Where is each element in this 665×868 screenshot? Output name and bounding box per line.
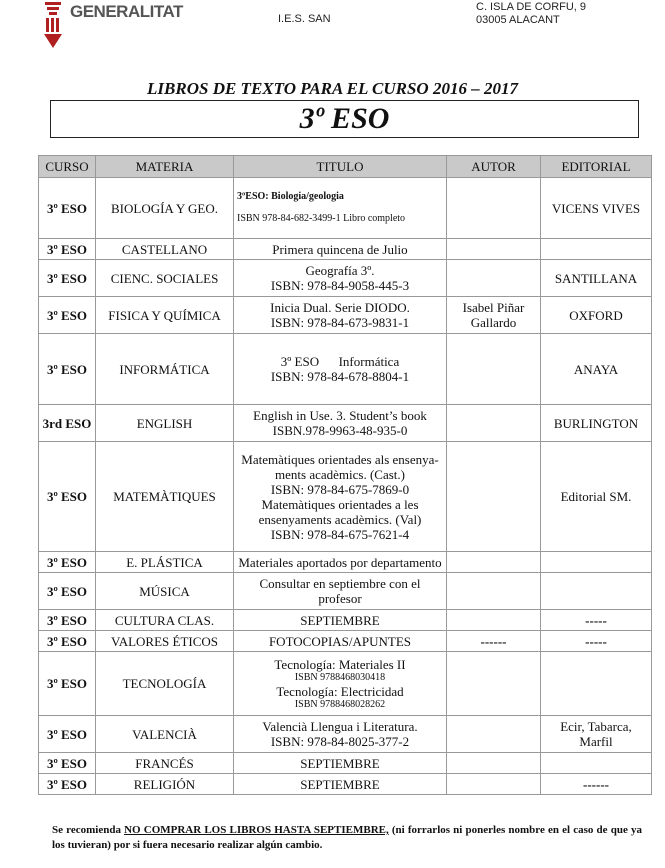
col-header-materia: MATERIA <box>96 156 234 178</box>
cell-autor <box>447 573 541 610</box>
cell-editorial: OXFORD <box>541 297 652 334</box>
cell-curso: 3º ESO <box>39 774 96 795</box>
table-row <box>39 631 652 652</box>
address-line-2: 03005 ALACANT <box>476 14 560 25</box>
titulo-line: Inicia Dual. Serie DIODO. <box>270 300 410 315</box>
cell-curso: 3º ESO <box>39 442 96 552</box>
cell-materia: RELIGIÓN <box>96 774 234 795</box>
cell-curso: 3º ESO <box>39 631 96 652</box>
titulo-line: ISBN: 978-84-675-7621-4 <box>270 526 410 542</box>
cell-editorial: SANTILLANA <box>541 260 652 297</box>
cell-editorial <box>541 239 652 260</box>
cell-titulo <box>234 716 447 753</box>
generalitat-logo-icon <box>42 0 64 50</box>
cell-autor <box>447 552 541 573</box>
titulo-line: ISBN: 978-84-8025-377-2 <box>270 734 410 749</box>
page-title: LIBROS DE TEXTO PARA EL CURSO 2016 – 2017 <box>147 79 518 98</box>
cell-curso: 3º ESO <box>39 716 96 753</box>
cell-curso: 3º ESO <box>39 297 96 334</box>
table-row <box>39 260 652 297</box>
titulo-line: ISBN: 978-84-675-7869-0 <box>270 481 410 497</box>
cell-materia: MÚSICA <box>96 573 234 610</box>
cell-materia: INFORMÁTICA <box>96 334 234 405</box>
cell-materia: CASTELLANO <box>96 239 234 260</box>
cell-titulo <box>234 178 447 239</box>
cell-editorial: BURLINGTON <box>541 405 652 442</box>
cell-autor <box>447 753 541 774</box>
cell-titulo: SEPTIEMBRE <box>234 610 447 631</box>
page-header <box>0 0 665 60</box>
autor-line: Gallardo <box>470 315 517 330</box>
cell-titulo <box>234 442 447 552</box>
editorial-line: Marfil <box>579 734 613 749</box>
titulo-line: ISBN: 978-84-9058-445-3 <box>270 278 410 293</box>
cell-materia: VALENCIÀ <box>96 716 234 753</box>
cell-curso: 3rd ESO <box>39 405 96 442</box>
table-row <box>39 405 652 442</box>
cell-titulo: Materiales aportados por departamento <box>234 552 447 573</box>
cell-materia: MATEMÀTIQUES <box>96 442 234 552</box>
table-row <box>39 774 652 795</box>
footer-emphasis: NO COMPRAR LOS LIBROS HASTA SEPTIEMBRE, <box>124 824 389 836</box>
cell-editorial <box>541 652 652 716</box>
cell-editorial: ----- <box>541 631 652 652</box>
titulo-line: ISBN: 978-84-678-8804-1 <box>270 369 410 384</box>
cell-materia: VALORES ÉTICOS <box>96 631 234 652</box>
titulo-line: Valencià Llengua i Literatura. <box>262 719 418 734</box>
cell-materia: FISICA Y QUÍMICA <box>96 297 234 334</box>
cell-autor <box>447 442 541 552</box>
table-row <box>39 442 652 552</box>
col-header-titulo: TITULO <box>234 156 447 178</box>
cell-materia: CIENC. SOCIALES <box>96 260 234 297</box>
address-line-1: C. ISLA DE CORFU, 9 <box>476 1 587 13</box>
cell-titulo: SEPTIEMBRE <box>234 753 447 774</box>
titulo-line: 3ºESO: Biologia/geologia <box>237 191 344 202</box>
cell-editorial <box>541 573 652 610</box>
cell-materia: ENGLISH <box>96 405 234 442</box>
cell-titulo: Primera quincena de Julio <box>234 239 447 260</box>
cell-curso: 3º ESO <box>39 334 96 405</box>
school-name: I.E.S. SAN <box>278 13 331 25</box>
cell-curso: 3º ESO <box>39 178 96 239</box>
titulo-line: Matemàtiques orientades als ensenya- <box>241 451 439 467</box>
titulo-line: 3º ESO Informática <box>280 354 400 369</box>
titulo-line: Consultar en septiembre con el <box>259 576 421 591</box>
cell-curso: 3º ESO <box>39 573 96 610</box>
table-row <box>39 652 652 716</box>
cell-autor <box>447 774 541 795</box>
footer-note <box>52 823 642 853</box>
cell-autor <box>447 610 541 631</box>
cell-autor <box>447 652 541 716</box>
cell-titulo <box>234 573 447 610</box>
titulo-line: ensenyaments acadèmics. (Val) <box>258 511 422 527</box>
titulo-line: English in Use. 3. Student’s book <box>253 408 427 423</box>
footer-post: (ni forrarlos ni ponerles nombre en el caso de que ya los tuvieran) por si fuera necesario realizar algún cambio. <box>52 824 642 851</box>
table-row <box>39 334 652 405</box>
titulo-line: ments acadèmics. (Cast.) <box>275 466 405 482</box>
cell-curso: 3º ESO <box>39 753 96 774</box>
cell-curso: 3º ESO <box>39 552 96 573</box>
cell-editorial: VICENS VIVES <box>541 178 652 239</box>
cell-autor <box>447 239 541 260</box>
cell-curso: 3º ESO <box>39 260 96 297</box>
cell-materia: CULTURA CLAS. <box>96 610 234 631</box>
cell-titulo <box>234 652 447 716</box>
logo-text: GENERALITAT <box>70 2 183 21</box>
cell-editorial: ----- <box>541 610 652 631</box>
table-row <box>39 716 652 753</box>
cell-titulo <box>234 334 447 405</box>
cell-materia: BIOLOGÍA Y GEO. <box>96 178 234 239</box>
titulo-line: Tecnología: Electricidad <box>276 683 404 699</box>
cell-editorial: ------ <box>541 774 652 795</box>
titulo-line: ISBN 978-84-682-3499-1 Libro completo <box>237 213 406 224</box>
cell-curso: 3º ESO <box>39 652 96 716</box>
cell-materia: TECNOLOGÍA <box>96 652 234 716</box>
cell-titulo <box>234 297 447 334</box>
cell-autor <box>447 260 541 297</box>
cell-editorial <box>541 552 652 573</box>
col-header-editorial: EDITORIAL <box>541 156 652 178</box>
editorial-line: Ecir, Tabarca, <box>560 719 632 734</box>
cell-titulo: FOTOCOPIAS/APUNTES <box>234 631 447 652</box>
course-box: 3º ESO <box>50 100 639 138</box>
cell-titulo <box>234 405 447 442</box>
titulo-line: Matemàtiques orientades a les <box>261 496 419 512</box>
cell-autor <box>447 716 541 753</box>
table-row <box>39 239 652 260</box>
table-row <box>39 297 652 334</box>
titulo-line: Tecnología: Materiales II <box>274 656 406 672</box>
cell-editorial <box>541 716 652 753</box>
autor-line: Isabel Piñar <box>462 300 525 315</box>
titulo-line: ISBN 9788468028262 <box>294 698 386 710</box>
titulo-line: ISBN: 978-84-673-9831-1 <box>270 315 410 330</box>
cell-materia: E. PLÁSTICA <box>96 552 234 573</box>
footer-pre: Se recomienda <box>52 824 125 836</box>
cell-autor <box>447 178 541 239</box>
table-row <box>39 178 652 239</box>
table-row <box>39 552 652 573</box>
titulo-line: profesor <box>318 591 362 606</box>
cell-editorial: Editorial SM. <box>541 442 652 552</box>
textbook-table <box>38 155 652 795</box>
col-header-curso: CURSO <box>39 156 96 178</box>
cell-autor: ------ <box>447 631 541 652</box>
cell-titulo <box>234 260 447 297</box>
col-header-autor: AUTOR <box>447 156 541 178</box>
table-header-row <box>39 156 652 178</box>
table-row <box>39 573 652 610</box>
school-address <box>476 1 586 25</box>
cell-titulo: SEPTIEMBRE <box>234 774 447 795</box>
titulo-line: Geografía 3º. <box>305 263 375 278</box>
cell-autor <box>447 405 541 442</box>
titulo-line: ISBN.978-9963-48-935-0 <box>272 423 408 438</box>
titulo-line: ISBN 9788468030418 <box>294 671 386 683</box>
table-row <box>39 753 652 774</box>
cell-curso: 3º ESO <box>39 610 96 631</box>
cell-curso: 3º ESO <box>39 239 96 260</box>
cell-editorial: ANAYA <box>541 334 652 405</box>
cell-autor <box>447 334 541 405</box>
cell-editorial <box>541 753 652 774</box>
cell-autor <box>447 297 541 334</box>
table-row <box>39 610 652 631</box>
cell-materia: FRANCÉS <box>96 753 234 774</box>
